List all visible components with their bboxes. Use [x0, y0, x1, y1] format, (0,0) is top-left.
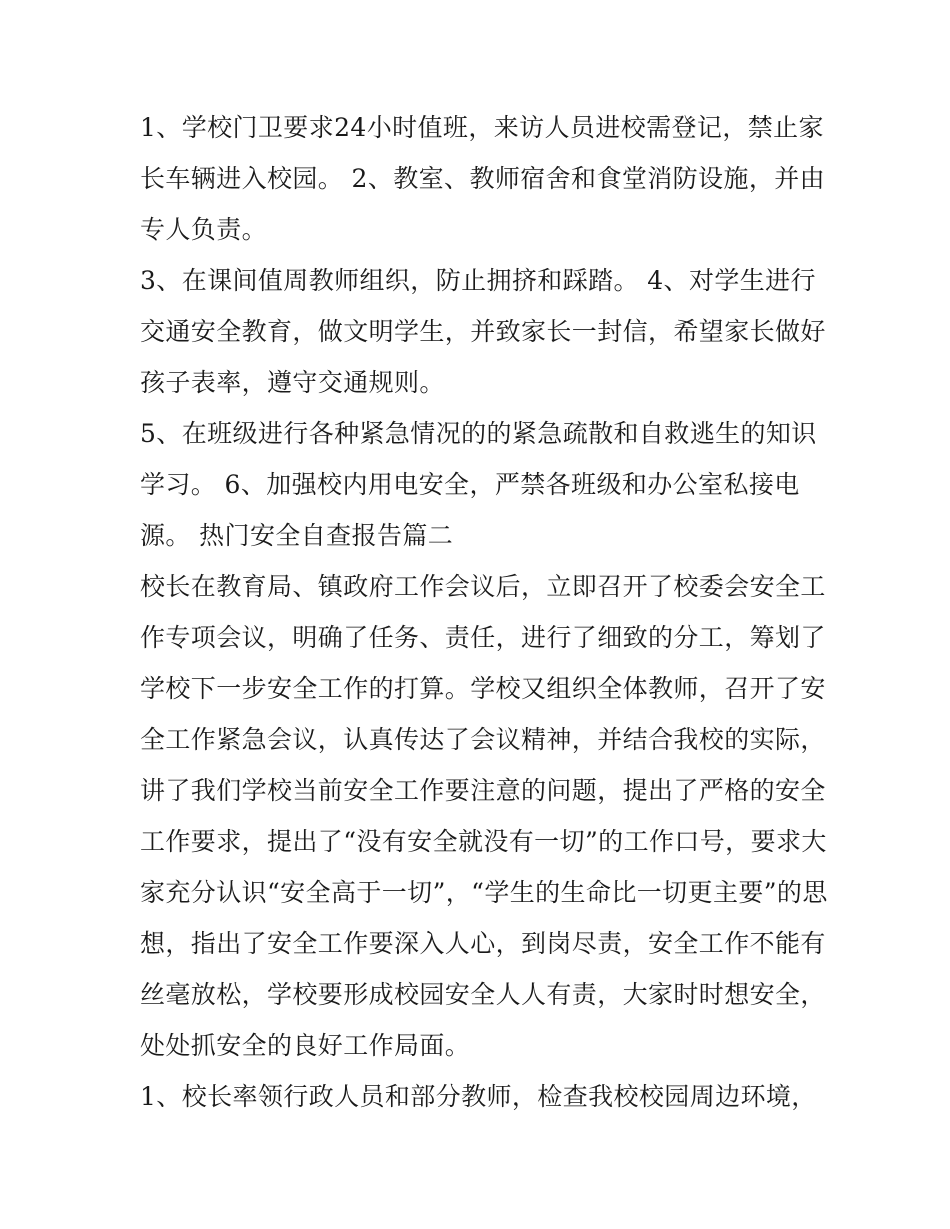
- text-line: 讲了我们学校当前安全工作要注意的问题，提出了严格的安全: [140, 776, 826, 805]
- text-line: 交通安全教育，做文明学生，并致家长一封信，希望家长做好: [140, 317, 826, 346]
- text-line: 1、校长率领行政人员和部分教师，检查我校校园周边环境，: [140, 1082, 817, 1111]
- text-line: 全工作紧急会议，认真传达了会议精神，并结合我校的实际，: [140, 725, 826, 754]
- text-line: 想，指出了安全工作要深入人心，到岗尽责，安全工作不能有: [140, 929, 826, 958]
- text-line: 5、在班级进行各种紧急情况的的紧急疏散和自救逃生的知识: [140, 419, 817, 448]
- text-line: 处处抓安全的良好工作局面。: [140, 1031, 471, 1060]
- section-heading-line: 源。 热门安全自查报告篇二: [140, 521, 454, 550]
- text-line: 学校下一步安全工作的打算。学校又组织全体教师，召开了安: [140, 674, 826, 703]
- text-line: 家充分认识“安全高于一切”，“学生的生命比一切更主要”的思: [140, 878, 828, 907]
- text-line: 孩子表率，遵守交通规则。: [140, 368, 445, 397]
- text-line: 作专项会议，明确了任务、责任，进行了细致的分工，筹划了: [140, 623, 826, 652]
- document-body: [140, 102, 828, 1122]
- text-line: 3、在课间值周教师组织，防止拥挤和踩踏。 4、对学生进行: [140, 266, 816, 295]
- text-line: 校长在教育局、镇政府工作会议后，立即召开了校委会安全工: [140, 572, 826, 601]
- text-line: 学习。 6、加强校内用电安全，严禁各班级和办公室私接电: [140, 470, 800, 499]
- text-line: 工作要求，提出了“没有安全就没有一切”的工作口号，要求大: [140, 827, 827, 856]
- text-line: 专人负责。: [140, 215, 268, 244]
- text-line: 丝毫放松，学校要形成校园安全人人有责，大家时时想安全，: [140, 980, 826, 1009]
- text-line: 长车辆进入校园。 2、教室、教师宿舍和食堂消防设施，并由: [140, 164, 826, 193]
- text-line: 1、学校门卫要求24小时值班，来访人员进校需登记，禁止家: [140, 113, 824, 142]
